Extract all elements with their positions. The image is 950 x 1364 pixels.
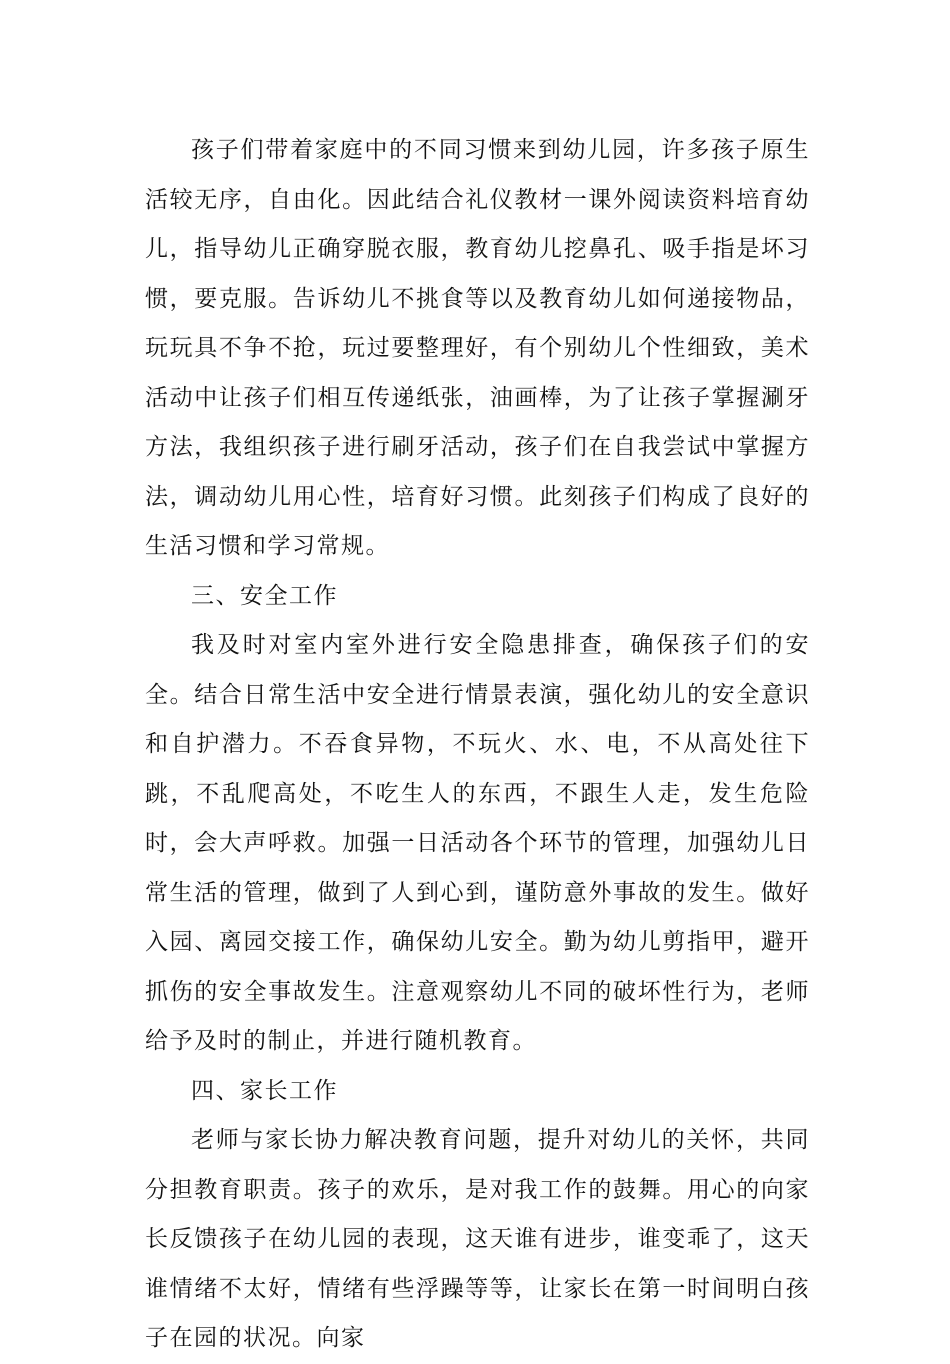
section-heading-parents: 四、家长工作 bbox=[191, 1077, 338, 1104]
document-body bbox=[145, 126, 810, 1364]
section-heading-safety: 三、安全工作 bbox=[191, 582, 338, 609]
paragraph-safety: 我及时对室内室外进行安全隐患排查，确保孩子们的安全。结合日常生活中安全进行情景表演，强化幼儿的安全意识和自护潜力。不吞食异物，不玩火、水、电，不从高处往下跳，不乱爬高处，不吃生人的东西，不跟生人走，发生危险时，会大声呼救。加强一日活动各个环节的管理，加强幼儿日常生活的管理，做到了人到心到，谨防意外事故的发生。做好入园、离园交接工作，确保幼儿安全。勤为幼儿剪指甲，避开抓伤的安全事故发生。注意观察幼儿不同的破坏性行为，老师给予及时的制止，并进行随机教育。 bbox=[145, 632, 810, 1054]
paragraph-parents: 老师与家长协力解决教育问题，提升对幼儿的关怀，共同分担教育职责。孩子的欢乐，是对我工作的鼓舞。用心的向家长反馈孩子在幼儿园的表现，这天谁有进步，谁变乖了，这天谁情绪不太好，情绪有些浮躁等等，让家长在第一时间明白孩子在园的状况。向家 bbox=[145, 1127, 810, 1351]
paragraph-habits: 孩子们带着家庭中的不同习惯来到幼儿园，许多孩子原生活较无序，自由化。因此结合礼仪教材一课外阅读资料培育幼儿，指导幼儿正确穿脱衣服，教育幼儿挖鼻孔、吸手指是坏习惯，要克服。告诉幼儿不挑食等以及教育幼儿如何递接物品，玩玩具不争不抢，玩过要整理好，有个别幼儿个性细致，美术活动中让孩子们相互传递纸张，油画棒，为了让孩子掌握涮牙方法，我组织孩子进行刷牙活动，孩子们在自我尝试中掌握方法，调动幼儿用心性，培育好习惯。此刻孩子们构成了良好的生活习惯和学习常规。 bbox=[145, 137, 810, 559]
